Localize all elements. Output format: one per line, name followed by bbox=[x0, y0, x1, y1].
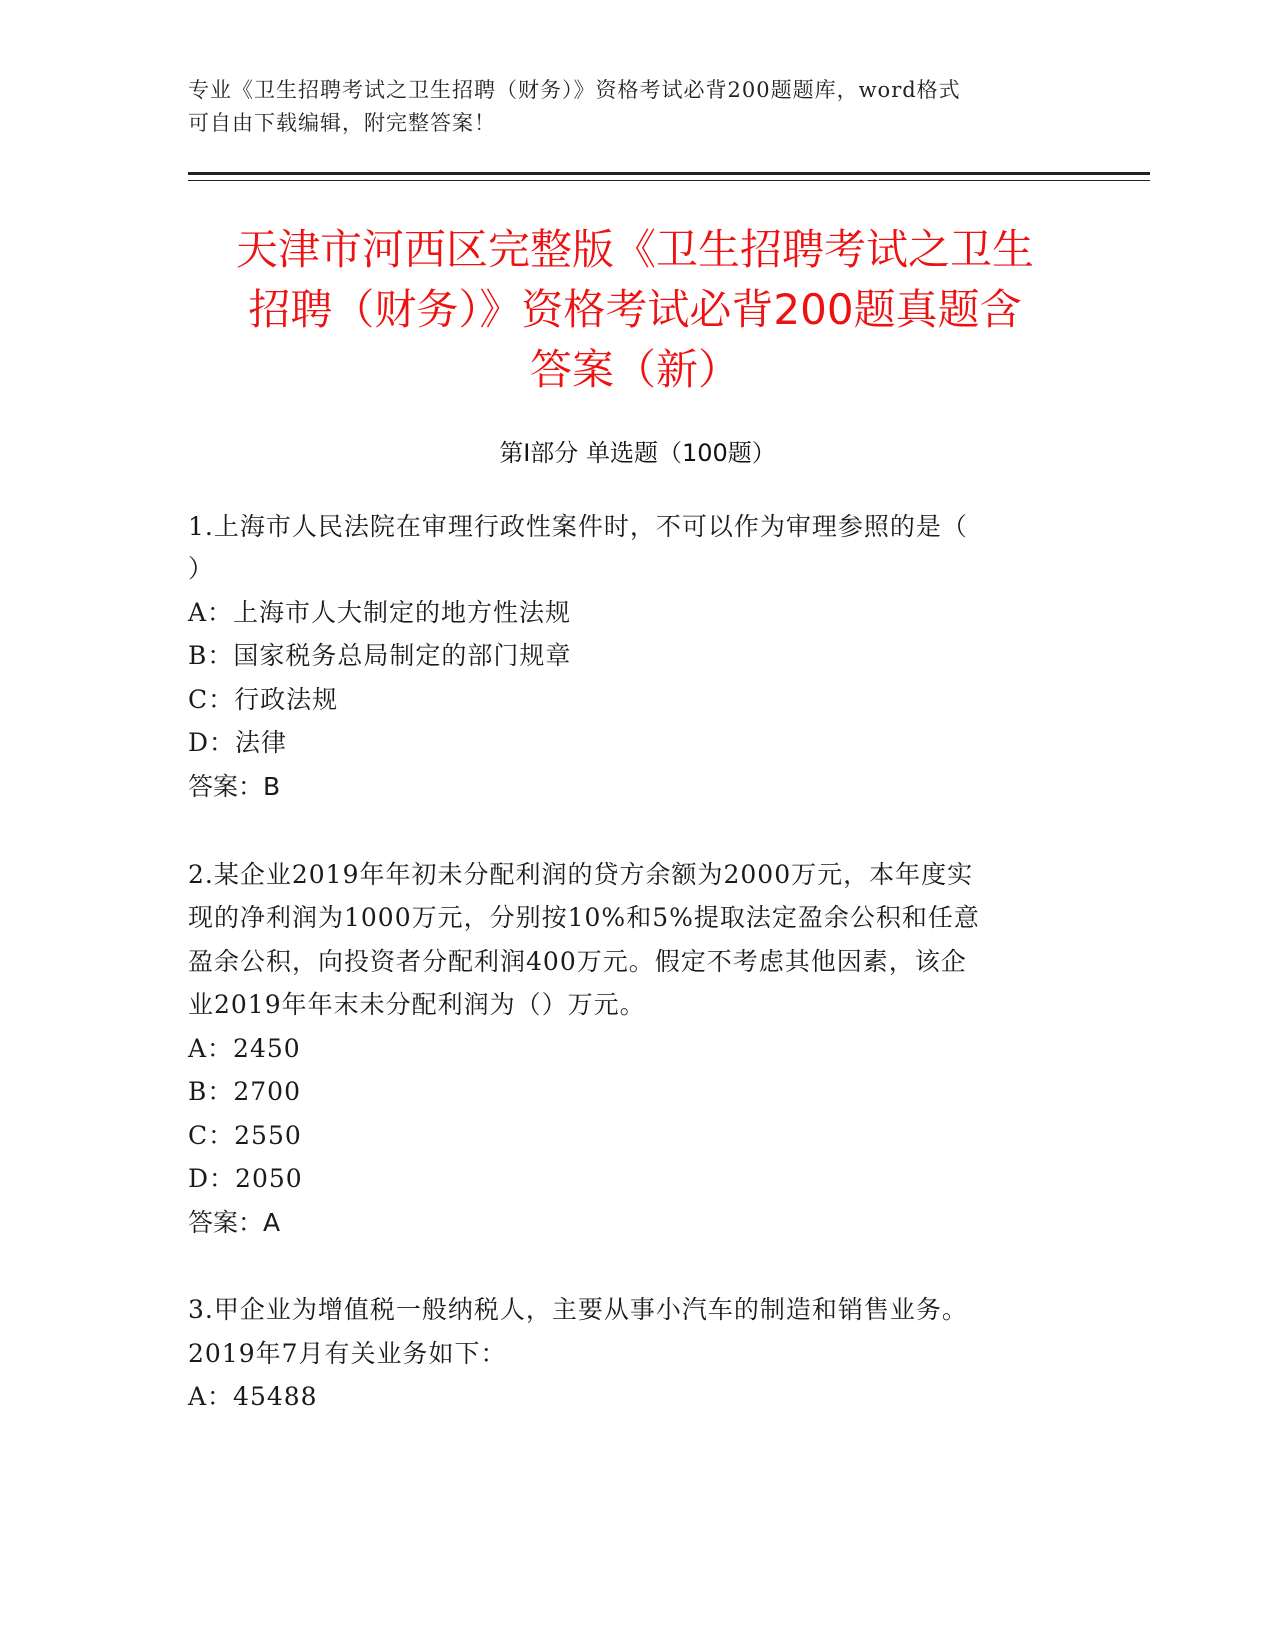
document-title bbox=[190, 220, 1080, 400]
option-d: D：2050 bbox=[188, 1164, 303, 1193]
header-line-2: 可自由下载编辑，附完整答案！ bbox=[188, 111, 496, 135]
question-stem-line: 3.甲企业为增值税一般纳税人，主要从事小汽车的制造和销售业务。 bbox=[188, 1295, 968, 1324]
option-a: A：上海市人大制定的地方性法规 bbox=[188, 598, 572, 627]
option-c: C：行政法规 bbox=[188, 685, 339, 714]
document-header bbox=[188, 74, 1068, 140]
option-a: A：2450 bbox=[188, 1034, 301, 1063]
answer-label: 答案：A bbox=[188, 1208, 281, 1237]
option-a: A：45488 bbox=[188, 1382, 318, 1411]
question-stem-line: 现的净利润为1000万元，分别按10%和5%提取法定盈余公积和任意 bbox=[188, 903, 980, 932]
header-divider-thin bbox=[188, 180, 1150, 181]
answer-label: 答案：B bbox=[188, 772, 281, 801]
question-stem-line: 盈余公积，向投资者分配利润400万元。假定不考虑其他因素，该企 bbox=[188, 947, 967, 976]
header-divider-thick bbox=[188, 172, 1150, 175]
question-stem-line: 1.上海市人民法院在审理行政性案件时，不可以作为审理参照的是（ bbox=[188, 512, 968, 541]
option-c: C：2550 bbox=[188, 1121, 302, 1150]
question-stem-line: ） bbox=[188, 554, 215, 583]
title-line-3: 答案（新） bbox=[529, 345, 740, 394]
question-stem-line: 业2019年年末未分配利润为（）万元。 bbox=[188, 990, 646, 1019]
option-b: B：国家税务总局制定的部门规章 bbox=[188, 641, 572, 670]
question-stem-line: 2019年7月有关业务如下： bbox=[188, 1339, 507, 1368]
header-line-1: 专业《卫生招聘考试之卫生招聘（财务）》资格考试必背200题题库，word格式 bbox=[188, 78, 961, 102]
section-heading: 第Ⅰ部分 单选题（100题） bbox=[499, 439, 776, 467]
question-stem-line: 2.某企业2019年年初未分配利润的贷方余额为2000万元，本年度实 bbox=[188, 860, 974, 889]
title-line-1: 天津市河西区完整版《卫生招聘考试之卫生 bbox=[235, 225, 1034, 274]
option-b: B：2700 bbox=[188, 1077, 301, 1106]
title-line-2: 招聘（财务）》资格考试必背200题真题含 bbox=[248, 285, 1022, 334]
option-d: D：法律 bbox=[188, 728, 288, 757]
